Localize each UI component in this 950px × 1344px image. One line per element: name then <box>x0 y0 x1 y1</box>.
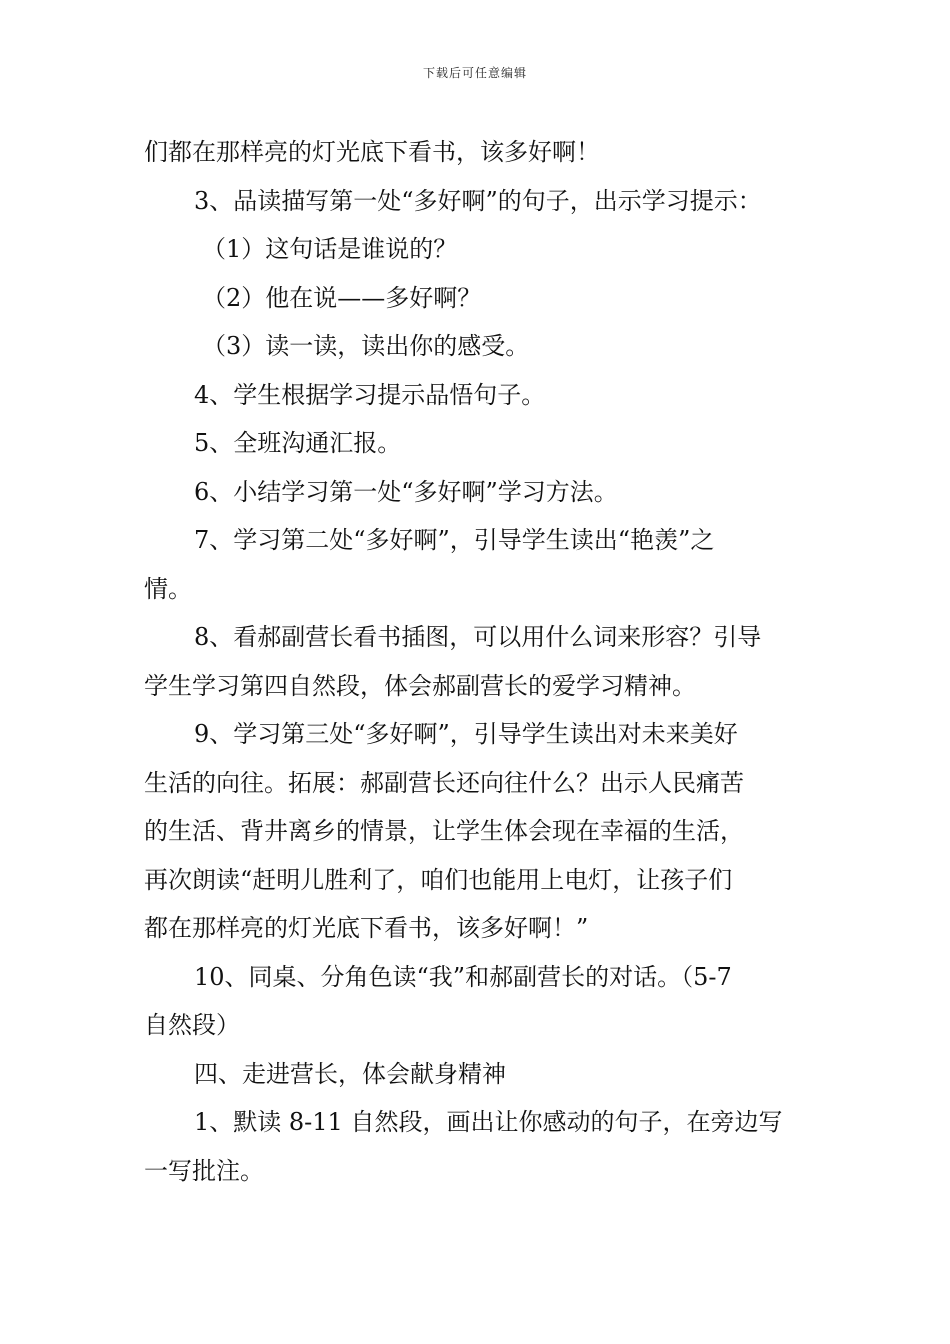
paragraph-line: （2）他在说——多好啊？ <box>202 283 482 312</box>
paragraph-line: （1）这句话是谁说的？ <box>202 235 458 263</box>
paragraph-line: 9、学习第三处“多好啊”，引导学生读出对未来美好 <box>194 720 738 748</box>
page-header: 下载后可任意编辑 <box>422 66 527 80</box>
document-body <box>144 128 809 1195</box>
paragraph-line: 生活的向往。拓展：郝副营长还向往什么？出示人民痛苦 <box>144 768 744 797</box>
paragraph-line: 都在那样亮的灯光底下看书，该多好啊！” <box>144 914 589 942</box>
paragraph-line: 情。 <box>144 574 192 603</box>
paragraph-line: 4、学生根据学习提示品悟句子。 <box>194 380 546 409</box>
paragraph-line: 3、品读描写第一处“多好啊”的句子，出示学习提示： <box>194 186 762 215</box>
paragraph-line: （3）读一读，读出你的感受。 <box>202 332 530 360</box>
paragraph-line: 7、学习第二处“多好啊”，引导学生读出“艳羡”之 <box>194 526 715 554</box>
paragraph-line: 的生活、背井离乡的情景，让学生体会现在幸福的生活， <box>144 817 744 845</box>
paragraph-line: 1、默读 8-11 自然段，画出让你感动的句子，在旁边写 <box>194 1108 783 1136</box>
paragraph-line: 自然段） <box>144 1011 240 1039</box>
paragraph-line: 6、小结学习第一处“多好啊”学习方法。 <box>194 477 618 506</box>
paragraph-line: 们都在那样亮的灯光底下看书，该多好啊！ <box>144 138 600 166</box>
paragraph-line: 5、全班沟通汇报。 <box>194 429 402 457</box>
paragraph-line: 一写批注。 <box>144 1156 264 1185</box>
paragraph-line: 10、同桌、分角色读“我”和郝副营长的对话。（5-7 <box>194 962 732 991</box>
section-heading: 四、走进营长，体会献身精神 <box>194 1059 506 1088</box>
paragraph-line: 学生学习第四自然段，体会郝副营长的爱学习精神。 <box>144 671 696 700</box>
paragraph-line: 再次朗读“赶明儿胜利了，咱们也能用上电灯，让孩子们 <box>144 865 733 894</box>
paragraph-line: 8、看郝副营长看书插图，可以用什么词来形容？引导 <box>194 623 762 651</box>
